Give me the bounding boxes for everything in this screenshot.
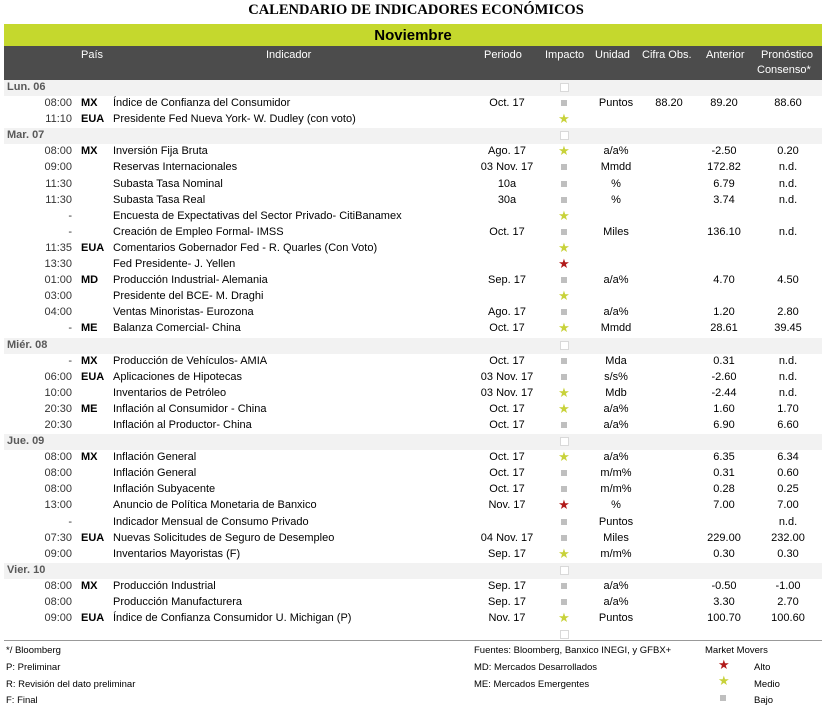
cell-unit: m/m% bbox=[600, 467, 632, 480]
cell-period: Nov. 17 bbox=[488, 499, 526, 512]
cell-period: 03 Nov. 17 bbox=[480, 370, 534, 383]
square-low-icon bbox=[551, 467, 577, 479]
table-row bbox=[4, 273, 822, 289]
cell-country: MX bbox=[81, 145, 98, 158]
month-bar: Noviembre bbox=[4, 24, 822, 46]
cell-previous: 6.35 bbox=[713, 451, 735, 464]
footer-md: MD: Mercados Desarrollados bbox=[474, 662, 598, 673]
header-impacto: Impacto bbox=[545, 49, 585, 61]
cell-indicator: Indicador Mensual de Consumo Privado bbox=[113, 515, 309, 528]
star-high-icon: ★ bbox=[558, 256, 570, 272]
square-low-icon bbox=[551, 516, 577, 528]
cell-forecast: -1.00 bbox=[775, 579, 801, 592]
cell-indicator: Presidente del BCE- M. Draghi bbox=[113, 290, 264, 303]
footer-preliminar: P: Preliminar bbox=[6, 662, 61, 673]
cell-period: Oct. 17 bbox=[489, 483, 525, 496]
cell-forecast: n.d. bbox=[778, 193, 798, 206]
cell-time: - bbox=[68, 515, 72, 528]
cell-indicator: Producción de Vehículos- AMIA bbox=[113, 354, 268, 367]
cell-period: Sep. 17 bbox=[488, 579, 526, 592]
cell-time: - bbox=[68, 354, 72, 367]
cell-forecast: n.d. bbox=[778, 161, 798, 174]
cell-unit: a/a% bbox=[603, 596, 629, 608]
square-low-icon bbox=[551, 419, 577, 431]
square-low-icon bbox=[551, 580, 577, 592]
header-consenso: Consenso* bbox=[757, 64, 811, 76]
star-mid-icon: ★ bbox=[558, 545, 570, 561]
square-low-icon bbox=[551, 178, 577, 190]
square-low-icon bbox=[551, 355, 577, 367]
header-anterior: Anterior bbox=[706, 49, 745, 61]
cell-time: 20:30 bbox=[44, 418, 72, 431]
cell-time: 11:30 bbox=[45, 177, 72, 190]
table-row bbox=[4, 241, 822, 257]
cell-previous: 89.20 bbox=[710, 97, 738, 110]
cell-period: Ago. 17 bbox=[488, 306, 526, 319]
cell-forecast: 2.80 bbox=[777, 306, 799, 319]
table-row bbox=[4, 96, 822, 112]
table-row bbox=[4, 144, 822, 160]
cell-time: 11:35 bbox=[45, 241, 72, 254]
table-row bbox=[4, 547, 822, 563]
square-low-icon bbox=[551, 532, 577, 544]
legend-alto: Alto bbox=[754, 662, 771, 673]
cell-previous: 4.70 bbox=[713, 274, 735, 287]
table-row bbox=[4, 193, 822, 209]
header-cifra-obs: Cifra Obs. bbox=[642, 49, 692, 61]
table-row bbox=[4, 177, 822, 193]
cell-indicator: Índice de Confianza Consumidor U. Michigan (P) bbox=[113, 612, 352, 625]
cell-time: 08:00 bbox=[44, 483, 72, 496]
cell-period: Oct. 17 bbox=[489, 354, 525, 367]
cell-previous: 229.00 bbox=[707, 531, 741, 544]
table-row bbox=[4, 370, 822, 386]
cell-time: 06:00 bbox=[44, 370, 72, 383]
cell-indicator: Inventarios Mayoristas (F) bbox=[113, 547, 241, 560]
square-low-icon bbox=[551, 596, 577, 608]
cell-previous: 0.31 bbox=[713, 354, 735, 367]
cell-forecast: n.d. bbox=[778, 225, 798, 238]
cell-period: Oct. 17 bbox=[489, 451, 525, 464]
footer-market-movers: Market Movers bbox=[705, 645, 768, 656]
cell-previous: 0.28 bbox=[713, 483, 735, 496]
cell-unit: Puntos bbox=[598, 515, 634, 528]
table-row bbox=[4, 257, 822, 273]
star-mid-icon: ★ bbox=[558, 449, 570, 465]
cell-indicator: Inflación al Productor- China bbox=[113, 418, 252, 431]
square-low-icon bbox=[551, 274, 577, 286]
cell-time: 13:00 bbox=[44, 499, 72, 512]
cell-previous: -0.50 bbox=[711, 579, 737, 592]
cell-previous: 136.10 bbox=[707, 225, 741, 238]
cell-previous: 28.61 bbox=[710, 322, 738, 335]
cell-country: MX bbox=[81, 97, 98, 110]
table-row bbox=[4, 209, 822, 225]
empty-box-icon bbox=[551, 129, 577, 143]
cell-previous: 1.20 bbox=[713, 306, 735, 319]
cell-period: Oct. 17 bbox=[489, 225, 525, 238]
cell-country: EUA bbox=[81, 241, 105, 254]
day-header-row bbox=[4, 338, 822, 354]
footer-divider bbox=[4, 640, 822, 641]
footer-final: F: Final bbox=[6, 695, 38, 706]
table-row bbox=[4, 305, 822, 321]
table-row bbox=[4, 112, 822, 128]
day-header-row bbox=[4, 563, 822, 579]
cell-country: MX bbox=[81, 579, 98, 592]
cell-indicator: Producción Industrial- Alemania bbox=[113, 274, 268, 287]
cell-forecast: 6.34 bbox=[777, 451, 799, 464]
cell-time: 09:00 bbox=[44, 612, 72, 625]
cell-indicator: Anuncio de Política Monetaria de Banxico bbox=[113, 499, 317, 512]
cell-observed: 88.20 bbox=[655, 97, 683, 110]
table-row bbox=[4, 466, 822, 482]
cell-forecast: n.d. bbox=[778, 386, 798, 399]
cell-time: 09:00 bbox=[44, 547, 72, 560]
table-row bbox=[4, 515, 822, 531]
day-label: Miér. 08 bbox=[7, 338, 48, 351]
day-label: Jue. 09 bbox=[7, 435, 45, 448]
cell-time: 08:00 bbox=[44, 596, 72, 608]
cell-time: - bbox=[68, 225, 72, 238]
cell-period: Sep. 17 bbox=[488, 596, 526, 608]
square-low-icon bbox=[551, 226, 577, 238]
cell-unit: Miles bbox=[603, 531, 629, 544]
star-mid-icon: ★ bbox=[558, 400, 570, 416]
cell-indicator: Subasta Tasa Real bbox=[113, 193, 206, 206]
cell-unit: m/m% bbox=[600, 547, 632, 560]
cell-unit: Mdb bbox=[605, 386, 627, 399]
star-mid-icon: ★ bbox=[558, 143, 570, 159]
cell-indicator: Inflación Subyacente bbox=[113, 483, 216, 496]
cell-unit: Mmdd bbox=[600, 322, 632, 335]
cell-time: - bbox=[68, 322, 72, 335]
cell-period: 10a bbox=[497, 177, 517, 190]
cell-indicator: Inversión Fija Bruta bbox=[113, 145, 208, 158]
square-low-icon bbox=[551, 161, 577, 173]
cell-unit: Miles bbox=[603, 225, 629, 238]
cell-indicator: Reservas Internacionales bbox=[113, 161, 238, 174]
legend-square-low-icon bbox=[720, 692, 726, 704]
cell-forecast: 7.00 bbox=[777, 499, 799, 512]
cell-previous: 3.30 bbox=[713, 596, 735, 608]
cell-previous: -2.44 bbox=[711, 386, 737, 399]
table-row bbox=[4, 160, 822, 176]
cell-unit: a/a% bbox=[603, 451, 629, 464]
cell-forecast: 100.60 bbox=[771, 612, 805, 625]
legend-medio: Medio bbox=[754, 679, 780, 690]
legend-bajo: Bajo bbox=[754, 695, 774, 706]
square-low-icon bbox=[551, 483, 577, 495]
star-mid-icon: ★ bbox=[558, 320, 570, 336]
cell-indicator: Nuevas Solicitudes de Seguro de Desempleo bbox=[113, 531, 335, 544]
cell-period: Sep. 17 bbox=[488, 274, 526, 287]
cell-period: Oct. 17 bbox=[489, 467, 525, 480]
cell-period: Oct. 17 bbox=[489, 97, 525, 110]
star-mid-icon: ★ bbox=[558, 384, 570, 400]
day-header-row bbox=[4, 434, 822, 450]
cell-previous: 6.90 bbox=[713, 418, 735, 431]
table-row bbox=[4, 531, 822, 547]
cell-time: 13:30 bbox=[44, 258, 72, 271]
cell-forecast: 0.30 bbox=[777, 547, 799, 560]
cell-indicator: Producción Industrial bbox=[113, 579, 216, 592]
table-row bbox=[4, 498, 822, 514]
star-high-icon: ★ bbox=[558, 497, 570, 513]
empty-box-icon bbox=[551, 435, 577, 449]
cell-country: EUA bbox=[81, 531, 105, 544]
cell-time: 08:00 bbox=[44, 451, 72, 464]
cell-unit: a/a% bbox=[603, 579, 629, 592]
cell-time: 03:00 bbox=[44, 290, 72, 303]
cell-time: 07:30 bbox=[44, 531, 72, 544]
cell-time: 01:00 bbox=[44, 274, 72, 287]
square-low-icon bbox=[551, 194, 577, 206]
cell-indicator: Fed Presidente- J. Yellen bbox=[113, 258, 236, 271]
cell-country: MX bbox=[81, 354, 98, 367]
cell-forecast: n.d. bbox=[778, 177, 798, 190]
cell-forecast: 88.60 bbox=[774, 97, 802, 110]
cell-forecast: 4.50 bbox=[777, 274, 799, 287]
table-row bbox=[4, 386, 822, 402]
cell-indicator: Aplicaciones de Hipotecas bbox=[113, 370, 243, 383]
table-row bbox=[4, 595, 822, 611]
cell-time: 08:00 bbox=[44, 467, 72, 480]
cell-time: 11:10 bbox=[45, 113, 72, 126]
square-low-icon bbox=[551, 306, 577, 318]
cell-unit: a/a% bbox=[603, 306, 629, 319]
cell-previous: 100.70 bbox=[707, 612, 741, 625]
cell-indicator: Producción Manufacturera bbox=[113, 596, 243, 608]
cell-time: 08:00 bbox=[44, 579, 72, 592]
cell-country: ME bbox=[81, 402, 98, 415]
cell-period: Ago. 17 bbox=[488, 145, 526, 158]
cell-indicator: Inventarios de Petróleo bbox=[113, 386, 227, 399]
cell-unit: a/a% bbox=[603, 418, 629, 431]
cell-previous: -2.50 bbox=[711, 145, 737, 158]
square-low-icon bbox=[551, 371, 577, 383]
footer-revision: R: Revisión del dato preliminar bbox=[6, 679, 136, 690]
day-header-row bbox=[4, 80, 822, 96]
cell-forecast: 0.25 bbox=[777, 483, 799, 496]
cell-period: Oct. 17 bbox=[489, 402, 525, 415]
cell-forecast: n.d. bbox=[778, 515, 798, 528]
cell-previous: 3.74 bbox=[713, 193, 735, 206]
cell-time: 10:00 bbox=[44, 386, 72, 399]
table-row bbox=[4, 611, 822, 627]
cell-unit: % bbox=[611, 177, 621, 190]
cell-time: 08:00 bbox=[44, 97, 72, 110]
cell-indicator: Balanza Comercial- China bbox=[113, 322, 241, 335]
cell-forecast: 232.00 bbox=[771, 531, 805, 544]
table-row bbox=[4, 418, 822, 434]
cell-time: 08:00 bbox=[44, 145, 72, 158]
cell-previous: 0.31 bbox=[713, 467, 735, 480]
cell-period: 03 Nov. 17 bbox=[480, 386, 534, 399]
cell-unit: % bbox=[611, 499, 621, 512]
cell-previous: 172.82 bbox=[707, 161, 741, 174]
calendar-table bbox=[4, 80, 822, 643]
table-row bbox=[4, 482, 822, 498]
cell-indicator: Subasta Tasa Nominal bbox=[113, 177, 223, 190]
cell-forecast: 2.70 bbox=[777, 596, 799, 608]
day-header-row bbox=[4, 128, 822, 144]
cell-previous: 1.60 bbox=[713, 402, 735, 415]
cell-period: 30a bbox=[497, 193, 517, 206]
table-row bbox=[4, 225, 822, 241]
table-row bbox=[4, 289, 822, 305]
cell-unit: Mmdd bbox=[600, 161, 632, 174]
cell-previous: 6.79 bbox=[713, 177, 735, 190]
cell-period: 03 Nov. 17 bbox=[480, 161, 534, 174]
cell-unit: Mda bbox=[605, 354, 627, 367]
day-label: Vier. 10 bbox=[7, 563, 46, 576]
cell-indicator: Comentarios Gobernador Fed - R. Quarles (Con Voto) bbox=[113, 241, 378, 254]
header-unidad: Unidad bbox=[595, 49, 630, 61]
cell-forecast: 0.60 bbox=[777, 467, 799, 480]
cell-indicator: Inflación General bbox=[113, 467, 197, 480]
header-indicador: Indicador bbox=[266, 49, 312, 61]
star-mid-icon: ★ bbox=[558, 610, 570, 626]
cell-unit: a/a% bbox=[603, 145, 629, 158]
header-periodo: Periodo bbox=[484, 49, 522, 61]
table-row bbox=[4, 354, 822, 370]
day-label: Mar. 07 bbox=[7, 129, 45, 142]
cell-unit: Puntos bbox=[598, 97, 634, 110]
cell-indicator: Inflación al Consumidor - China bbox=[113, 402, 267, 415]
cell-period: Nov. 17 bbox=[488, 612, 526, 625]
cell-country: EUA bbox=[81, 113, 105, 126]
cell-country: ME bbox=[81, 322, 98, 335]
table-row bbox=[4, 402, 822, 418]
cell-indicator: Inflación General bbox=[113, 451, 197, 464]
empty-box-icon bbox=[551, 564, 577, 578]
cell-country: EUA bbox=[81, 370, 105, 383]
star-mid-icon: ★ bbox=[558, 111, 570, 127]
empty-box-icon bbox=[551, 339, 577, 353]
cell-unit: Puntos bbox=[598, 612, 634, 625]
footer-fuentes: Fuentes: Bloomberg, Banxico INEGI, y GFBX+ bbox=[474, 645, 672, 656]
cell-unit: s/s% bbox=[604, 370, 628, 383]
cell-unit: a/a% bbox=[603, 274, 629, 287]
cell-country: MD bbox=[81, 274, 99, 287]
cell-country: EUA bbox=[81, 612, 105, 625]
cell-time: 04:00 bbox=[44, 306, 72, 319]
cell-period: Oct. 17 bbox=[489, 418, 525, 431]
cell-indicator: Encuesta de Expectativas del Sector Privado- CitiBanamex bbox=[113, 209, 402, 222]
cell-previous: -2.60 bbox=[711, 370, 737, 383]
star-mid-icon: ★ bbox=[558, 288, 570, 304]
cell-indicator: Presidente Fed Nueva York- W. Dudley (con voto) bbox=[113, 113, 356, 126]
cell-time: 20:30 bbox=[44, 402, 72, 415]
cell-time: - bbox=[68, 209, 72, 222]
cell-period: Oct. 17 bbox=[489, 322, 525, 335]
cell-previous: 7.00 bbox=[713, 499, 735, 512]
cell-forecast: 1.70 bbox=[777, 402, 799, 415]
cell-period: Sep. 17 bbox=[488, 547, 526, 560]
table-header bbox=[4, 46, 822, 80]
cell-unit: m/m% bbox=[600, 483, 632, 496]
star-mid-icon: ★ bbox=[558, 207, 570, 223]
empty-box-icon bbox=[551, 81, 577, 95]
cell-forecast: 6.60 bbox=[777, 418, 799, 431]
footer-me: ME: Mercados Emergentes bbox=[474, 679, 590, 690]
legend-star-high-icon: ★ bbox=[718, 657, 730, 672]
cell-country: MX bbox=[81, 451, 98, 464]
cell-unit: a/a% bbox=[603, 402, 629, 415]
table-row bbox=[4, 321, 822, 337]
cell-period: 04 Nov. 17 bbox=[480, 531, 534, 544]
cell-unit: % bbox=[611, 193, 621, 206]
square-low-icon bbox=[551, 97, 577, 109]
cell-forecast: n.d. bbox=[778, 354, 798, 367]
cell-forecast: 0.20 bbox=[777, 145, 799, 158]
cell-time: 09:00 bbox=[44, 161, 72, 174]
table-row bbox=[4, 579, 822, 595]
cell-forecast: n.d. bbox=[778, 370, 798, 383]
legend-star-mid-icon: ★ bbox=[718, 673, 730, 688]
star-mid-icon: ★ bbox=[558, 239, 570, 255]
table-row bbox=[4, 450, 822, 466]
header-pronostico: Pronóstico bbox=[761, 49, 813, 61]
footer-bloomberg: */ Bloomberg bbox=[6, 645, 61, 656]
cell-indicator: Creación de Empleo Formal- IMSS bbox=[113, 225, 284, 238]
page-title: CALENDARIO DE INDICADORES ECONÓMICOS bbox=[248, 2, 584, 18]
cell-indicator: Ventas Minoristas- Eurozona bbox=[113, 306, 254, 319]
day-label: Lun. 06 bbox=[7, 81, 46, 93]
header-pais: País bbox=[81, 49, 104, 61]
cell-time: 11:30 bbox=[45, 193, 72, 206]
cell-previous: 0.30 bbox=[713, 547, 735, 560]
cell-indicator: Índice de Confianza del Consumidor bbox=[113, 97, 291, 110]
cell-forecast: 39.45 bbox=[774, 322, 802, 335]
